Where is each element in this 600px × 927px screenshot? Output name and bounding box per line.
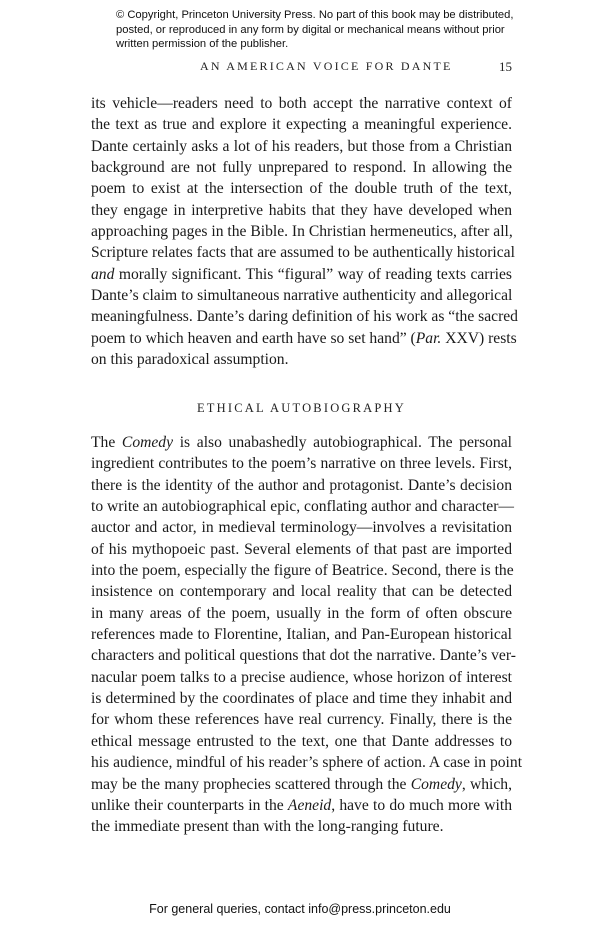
- body-paragraph-2: [91, 432, 523, 838]
- paragraph-1-line: poem to which heaven and earth have so set hand” (Par. XXV) rests: [91, 329, 517, 347]
- paragraph-1-line: poem to exist at the intersection of the double truth of the text,: [91, 180, 512, 198]
- paragraph-2-line: may be the many prophecies scattered through the Comedy, which,: [91, 775, 512, 793]
- paragraph-1-line: background are not fully unprepared to respond. In allowing the: [91, 159, 512, 177]
- paragraph-2-line: in many areas of the poem, usually in the form of often obscure: [91, 604, 512, 622]
- paragraph-1-line: they engage in interpretive habits that they have developed when: [91, 201, 512, 219]
- paragraph-2-line: of his mythopoeic past. Several elements of that past are imported: [91, 540, 512, 558]
- paragraph-2-line: references made to Florentine, Italian, and Pan-European historical: [91, 626, 512, 644]
- paragraph-1-line: and morally significant. This “figural” way of reading texts carries: [91, 265, 512, 283]
- paragraph-1-line: on this paradoxical assumption.: [91, 351, 289, 369]
- paragraph-2-line: to write an autobiographical epic, conflating author and character—: [91, 498, 515, 516]
- paragraph-2-line: ethical message entrusted to the text, one that Dante addresses to: [91, 732, 512, 750]
- paragraph-2-line: insistence on contemporary and local reality that can be detected: [91, 583, 512, 601]
- copyright-notice: © Copyright, Princeton University Press. No part of this book may be distributed, posted, or reproduced in any form by digital or mechanical means without prior written permission of the publisher.: [116, 9, 514, 50]
- page-number: 15: [499, 59, 512, 74]
- paragraph-1-line: Dante’s claim to simultaneous narrative authenticity and allegorical: [91, 287, 513, 305]
- paragraph-1-line: Dante certainly asks a lot of his readers, but those from a Christian: [91, 137, 512, 155]
- paragraph-1-line: Scripture relates facts that are assumed to be authentically historical: [91, 244, 515, 262]
- body-paragraph-1: [91, 93, 518, 370]
- running-head-title: AN AMERICAN VOICE FOR DANTE: [200, 59, 453, 73]
- section-heading: ETHICAL AUTOBIOGRAPHY: [196, 401, 407, 415]
- paragraph-2-line: for whom these references have real currency. Finally, there is the: [91, 711, 512, 729]
- paragraph-1-line: approaching pages in the Bible. In Christian hermeneutics, after all,: [91, 223, 513, 241]
- paragraph-2-line: auctor and actor, in medieval terminology—involves a revisitation: [91, 519, 512, 537]
- paragraph-2-line: unlike their counterparts in the Aeneid, have to do much more with: [91, 796, 513, 814]
- paragraph-2-line: there is the identity of the author and protagonist. Dante’s decision: [91, 476, 512, 494]
- paragraph-2-line: The Comedy is also unabashedly autobiographical. The personal: [91, 434, 512, 451]
- paragraph-2-line: characters and political questions that dot the narrative. Dante’s ver-: [91, 647, 516, 665]
- running-head: [200, 59, 512, 74]
- paragraph-1-line: meaningfulness. Dante’s daring definition of his work as “the sacred: [91, 308, 518, 326]
- paragraph-2-line: nacular poem talks to a precise audience, whose horizon of interest: [91, 668, 512, 686]
- footer-contact: For general queries, contact info@press.princeton.edu: [149, 902, 451, 916]
- paragraph-2-line: into the poem, especially the figure of Beatrice. Second, there is the: [91, 562, 514, 580]
- paragraph-2-line: the immediate present than with the long-ranging future.: [91, 818, 444, 836]
- paragraph-1-line: its vehicle—readers need to both accept the narrative context of: [91, 95, 512, 112]
- paragraph-1-line: the text as true and explore it expecting a meaningful experience.: [91, 116, 512, 134]
- paragraph-2-line: ingredient contributes to the poem’s narrative on three levels. First,: [91, 455, 512, 473]
- paragraph-2-line: is determined by the coordinates of place and time they inhabit and: [91, 690, 512, 708]
- paragraph-2-line: his audience, mindful of his reader’s sphere of action. A case in point: [91, 754, 523, 772]
